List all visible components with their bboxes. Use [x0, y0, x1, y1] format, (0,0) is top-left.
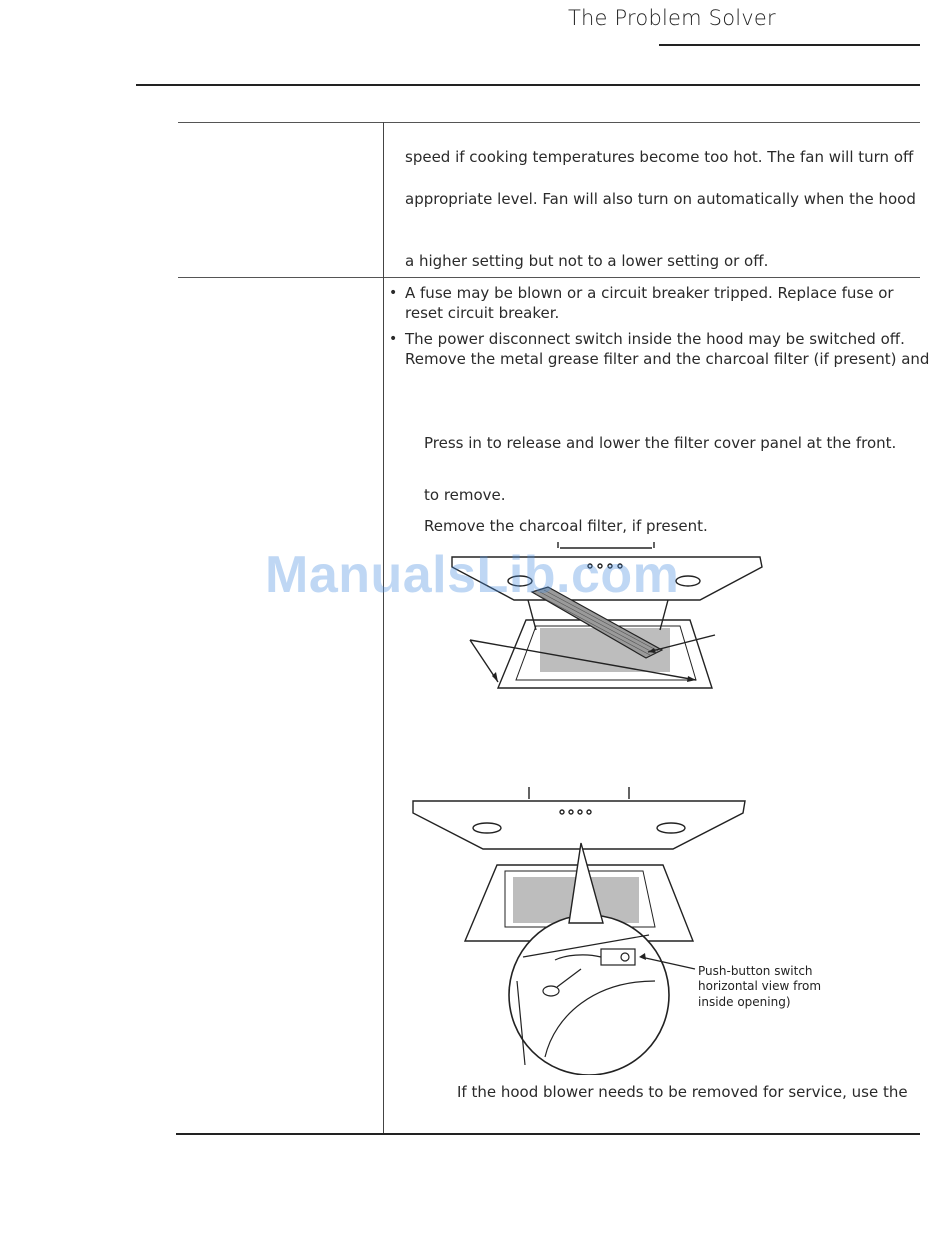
table-bottom-rule: [176, 1133, 920, 1135]
page-title: The Problem Solver: [568, 6, 776, 30]
bullet-2-line-1: The power disconnect switch inside the hood may be switched off.: [405, 330, 905, 348]
switch-caption-line-1: Push-button switch: [698, 964, 813, 978]
watermark: ManualsLib.com: [265, 546, 680, 604]
step-line-3: Remove the charcoal filter, if present.: [424, 517, 708, 535]
row1-line-3: a higher setting but not to a lower setting or off.: [405, 252, 769, 270]
bullet-dot-icon: •: [389, 331, 398, 347]
table-top-rule: [178, 122, 920, 123]
step-line-1: Press in to release and lower the filter cover panel at the front.: [424, 434, 897, 452]
table-row-divider: [178, 277, 920, 278]
header-rule-short: [659, 44, 920, 46]
switch-caption-line-3: inside opening): [698, 995, 791, 1009]
service-note: If the hood blower needs to be removed for service, use the: [457, 1083, 908, 1101]
bullet-1-line-2: reset circuit breaker.: [405, 304, 560, 322]
table-column-divider: [383, 122, 384, 1133]
hood-switch-illustration: [405, 785, 765, 1075]
row1-line-1: speed if cooking temperatures become too hot. The fan will turn off: [405, 148, 914, 166]
bullet-dot-icon: •: [389, 285, 398, 301]
header-rule-long: [136, 84, 920, 86]
step-line-2: to remove.: [424, 486, 506, 504]
row1-line-2: appropriate level. Fan will also turn on automatically when the hood: [405, 190, 916, 208]
bullet-2-line-2: Remove the metal grease filter and the charcoal filter (if present) and: [405, 350, 930, 368]
bullet-1-line-1: A fuse may be blown or a circuit breaker tripped. Replace fuse or: [405, 284, 894, 302]
switch-caption-line-2: horizontal view from: [698, 979, 822, 993]
